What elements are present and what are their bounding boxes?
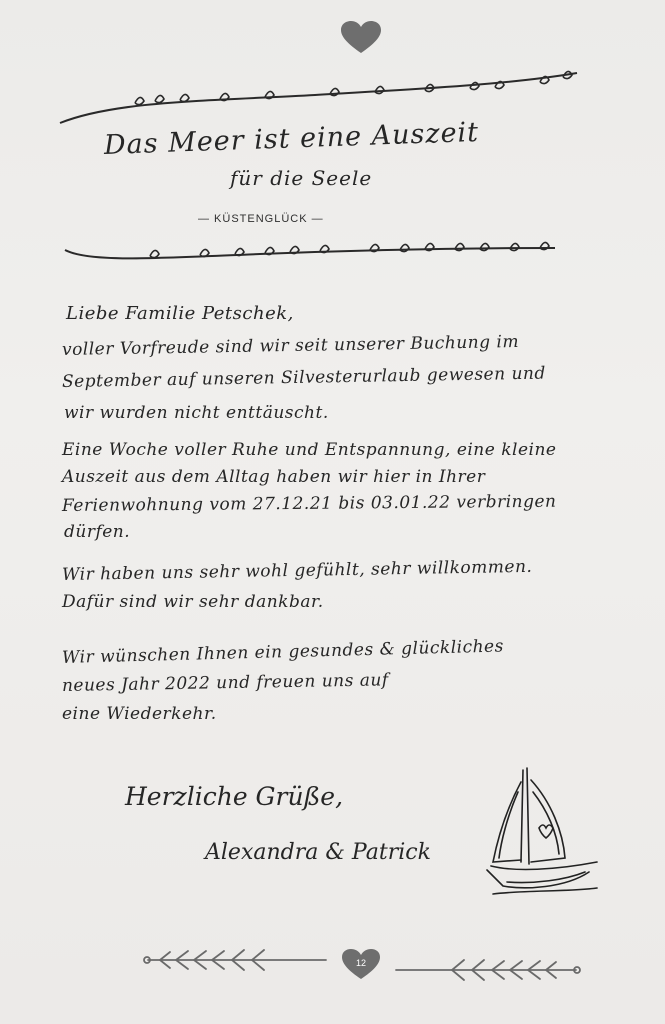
arrow-ornament-left [140,946,330,974]
letter-closing: Herzliche Grüße, [125,782,344,811]
letter-line: wir wurden nicht enttäuscht. [64,403,329,423]
letter-signature: Alexandra & Patrick [205,840,431,865]
vine-divider-top [55,65,585,130]
sailboat-drawing [485,762,605,902]
letter-line: Ferienwohnung vom 27.12.21 bis 03.01.22 verbringen [61,491,557,516]
heading-line-2: für die Seele [230,166,373,190]
arrow-ornament-right [392,956,584,984]
letter-line: September auf unseren Silvesterurlaub gewesen und [61,363,546,392]
heart-icon [340,20,382,54]
letter-line: Auszeit aus dem Alltag haben wir hier in Ihrer [62,467,486,487]
page-number: 12 [355,958,366,968]
letter-line: neues Jahr 2022 und freuen uns auf [61,670,389,696]
letter-line: voller Vorfreude sind wir seit unserer Buchung im [61,332,520,360]
letter-line: Wir haben uns sehr wohl gefühlt, sehr willkommen. [61,556,533,585]
letter-salutation: Liebe Familie Petschek, [66,303,294,324]
vine-divider-middle [60,228,560,268]
heading-line-1: Das Meer ist eine Auszeit [103,116,480,161]
letter-line: Dafür sind wir sehr dankbar. [62,592,324,612]
letter-line: Wir wünschen Ihnen ein gesundes & glückliches [61,636,505,668]
brand-label: — KÜSTENGLÜCK — [198,213,324,225]
letter-line: Eine Woche voller Ruhe und Entspannung, eine kleine [62,440,557,460]
letter-line: dürfen. [64,522,131,542]
letter-line: eine Wiederkehr. [62,704,217,724]
